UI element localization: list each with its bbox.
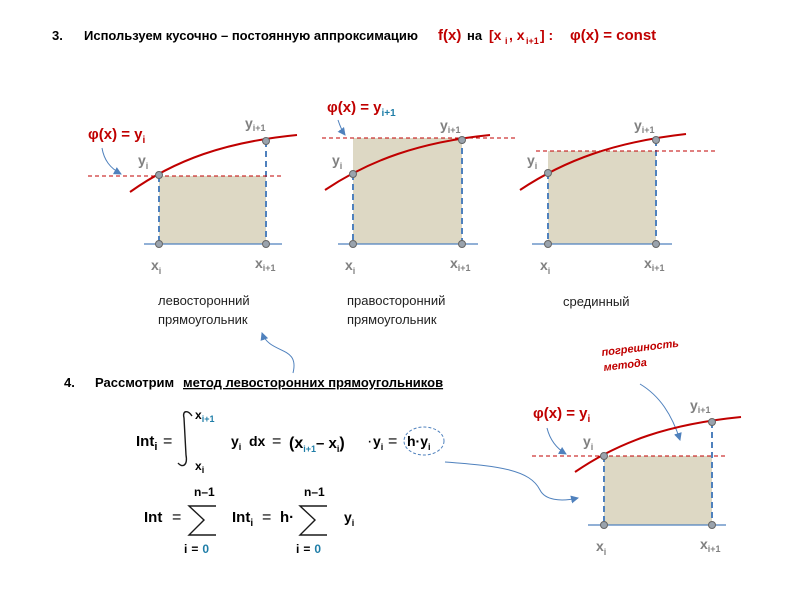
bottom-phi-label: $\varphi(x) = y_i$	[533, 405, 591, 425]
item4-method: метод левосторонних прямоугольников	[183, 375, 444, 390]
left-caption-1: левосторонний	[158, 293, 250, 308]
f2-sum2-top: n–1	[304, 485, 325, 499]
right-rectangle-fill	[353, 138, 462, 244]
right-point-yi	[350, 171, 357, 178]
right-label-yi1: $y_{i+1}$	[440, 117, 461, 135]
f2-sum1-bottom: i = 0	[184, 542, 210, 556]
sum-sign-1	[189, 506, 216, 535]
right-phi-label: $\varphi(x) = y_{i+1}$	[327, 99, 396, 119]
interval-i-sub: i	[505, 36, 508, 46]
mid-label-xi: $x_i$	[540, 257, 551, 276]
f2-sum2-bottom: i = 0	[296, 542, 322, 556]
f2-inti: Int$_i$	[232, 509, 254, 529]
mid-point-xi1	[653, 241, 660, 248]
item3-fx: f(x)	[438, 27, 462, 44]
f1-paren: ($x_{i+1}-$ $x_i$)	[289, 435, 345, 454]
hyi-to-graph-arrow	[445, 462, 578, 500]
mid-label-yi1: $y_{i+1}$	[634, 117, 655, 135]
mid-point-yi1	[653, 137, 660, 144]
right-caption-2: прямоугольник	[347, 312, 437, 327]
panel-left-rectangle	[88, 115, 297, 327]
f1-eq3: =	[388, 433, 398, 450]
right-label-yi: $y_i$	[332, 152, 343, 171]
f2-eq: =	[172, 509, 182, 526]
left-label-xi1: $x_{i+1}$	[255, 255, 276, 273]
f1-int: Int$_i$	[136, 433, 158, 453]
right-caption-1: правосторонний	[347, 293, 446, 308]
mid-caption: срединный	[563, 294, 630, 309]
f2-int: Int	[144, 509, 163, 526]
bottom-label-xi1: $x_{i+1}$	[700, 536, 721, 554]
left-label-yi: $y_i$	[138, 152, 149, 171]
bottom-point-yi1	[709, 419, 716, 426]
error-annotation	[601, 338, 680, 440]
left-point-xi	[156, 241, 163, 248]
item4-number: 4.	[64, 375, 75, 390]
item4-to-left-caption-arrow	[262, 333, 294, 373]
mid-label-yi: $y_i$	[527, 152, 538, 171]
item3-heading	[52, 27, 656, 46]
left-point-yi1	[263, 138, 270, 145]
mid-label-xi1: $x_{i+1}$	[644, 255, 665, 273]
f1-lower: $x_i$	[195, 459, 205, 475]
formula-integral	[136, 408, 444, 475]
left-phi-pointer	[102, 148, 121, 174]
f1-dx: dx	[249, 433, 266, 449]
f1-dot: ·	[367, 433, 373, 450]
interval-open: [x	[489, 27, 502, 43]
f1-body-y: $y_i$	[231, 433, 242, 452]
left-caption-2: прямоугольник	[158, 312, 248, 327]
sum-sign-2	[300, 506, 327, 535]
f2-h: h·	[280, 509, 295, 526]
bottom-label-xi: $x_i$	[596, 538, 607, 557]
f2-y: $y_i$	[344, 509, 355, 528]
annotation-line2: метода	[602, 356, 648, 374]
bottom-label-yi: $y_i$	[583, 433, 594, 452]
bottom-point-yi	[601, 453, 608, 460]
right-label-xi: $x_i$	[345, 257, 356, 276]
left-label-xi: $x_i$	[151, 257, 162, 276]
left-label-yi1: $y_{i+1}$	[245, 115, 266, 133]
f1-hyi: $h\cdot y_i$	[407, 433, 431, 452]
right-label-xi1: $x_{i+1}$	[450, 255, 471, 273]
mid-point-xi	[545, 241, 552, 248]
f1-y2: $y_i$	[373, 433, 384, 452]
bottom-label-yi1: $y_{i+1}$	[690, 397, 711, 415]
annotation-line1: погрешность	[600, 337, 680, 359]
right-point-xi1	[459, 241, 466, 248]
f1-upper: $x_{i+1}$	[195, 408, 215, 424]
item3-text: Используем кусочно – постоянную аппроксимацию	[84, 28, 419, 43]
bottom-phi-pointer	[547, 428, 566, 454]
item4-heading	[64, 375, 443, 390]
panel-mid-rectangle	[520, 117, 716, 309]
left-point-yi	[156, 172, 163, 179]
f1-eq2: =	[272, 433, 282, 450]
item4-text: Рассмотрим	[95, 375, 175, 390]
left-rectangle-fill	[159, 176, 266, 244]
item3-on: на	[467, 28, 483, 43]
bottom-point-xi	[601, 522, 608, 529]
formula-sum	[144, 485, 354, 556]
right-point-yi1	[459, 137, 466, 144]
f2-eq2: =	[262, 509, 272, 526]
f2-sum1-top: n–1	[194, 485, 215, 499]
item3-phi: φ(x) = const	[570, 27, 657, 44]
bottom-point-xi1	[709, 522, 716, 529]
bottom-rectangle-fill	[604, 456, 712, 525]
interval-close: ] :	[540, 27, 554, 43]
mid-point-yi	[545, 170, 552, 177]
interval-i1-sub: i+1	[526, 36, 539, 46]
panel-right-rectangle	[322, 99, 516, 327]
left-point-xi1	[263, 241, 270, 248]
right-point-xi	[350, 241, 357, 248]
interval-mid: , x	[509, 27, 525, 43]
item3-number: 3.	[52, 28, 63, 43]
f1-eq: =	[163, 433, 173, 450]
panel-bottom-rectangle	[532, 397, 741, 557]
integral-sign	[178, 412, 192, 466]
left-phi-label: $\varphi(x) = y_i$	[88, 126, 146, 146]
item3-interval	[489, 27, 553, 46]
right-phi-pointer	[338, 120, 345, 135]
